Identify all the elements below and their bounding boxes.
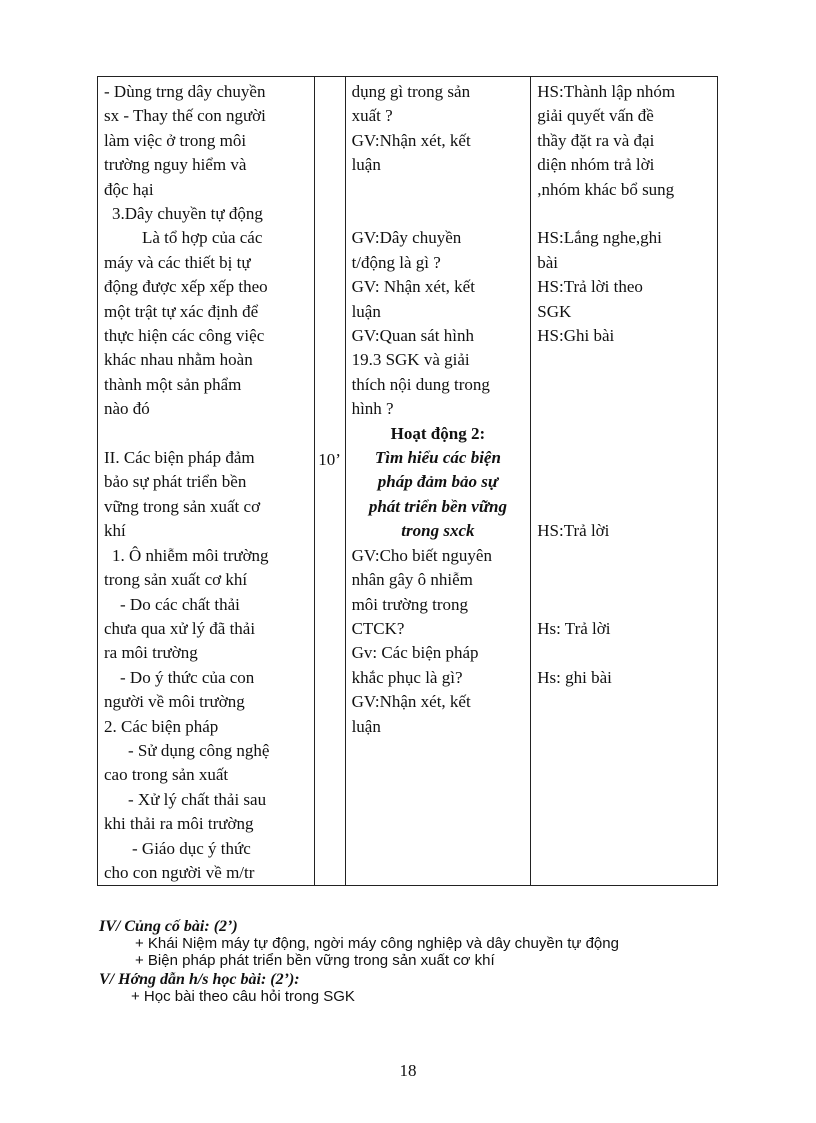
section-heading: 3.Dây chuyền tự động [112,204,263,224]
activity-title: trong sxck [401,521,475,541]
text-line: diện nhóm trả lời [537,155,655,175]
text-line: HS:Trả lời theo [537,277,643,297]
spacer [537,788,711,812]
text-line: luận [351,301,381,321]
text-line: chưa qua xử lý đã thải [104,618,256,638]
homework-item: + Học bài theo câu hỏi trong SGK [131,988,355,1005]
text-line: giải quyết vấn đề [537,106,654,126]
text-line: HS:Thành lập nhóm [537,82,676,101]
spacer [537,495,711,519]
time-column [314,77,345,886]
subsection-heading: 1. Ô nhiễm môi trường [112,545,269,565]
text-line: sx - Thay thế con người [104,106,266,126]
text-line: vững trong sản xuất cơ [104,496,261,516]
text-line: nào đó [104,399,150,419]
text-line: - Do ý thức của con [120,667,255,687]
text-line: Hs: Trả lời [537,618,611,638]
text-line: trường nguy hiểm và [104,155,247,175]
text-line: 19.3 SGK và giải [351,350,470,370]
text-line: máy và các thiết bị tự [104,252,251,272]
text-line: t/động là gì ? [351,252,441,272]
time-value: 10’ [318,450,341,469]
text-line: GV:Dây chuyền [351,228,462,248]
text-line: độc hại [104,179,154,199]
spacer [537,373,711,397]
text-line: ra môi trường [104,643,198,663]
activity-title: Tìm hiểu các biện [374,448,501,468]
text-line: khác nhau nhằm hoàn [104,350,253,370]
subsection-heading: 2. Các biện pháp [104,716,219,736]
text-line: thích nội dung trong [351,374,490,394]
activity-title: pháp đảm bảo sự [377,472,499,492]
text-line: GV:Nhận xét, kết [351,692,471,712]
spacer [537,641,711,665]
spacer [352,202,525,226]
table-row [98,77,718,886]
spacer [537,763,711,787]
spacer [537,397,711,421]
text-line: - Do các chất thải [120,594,240,614]
spacer [537,836,711,860]
text-line: - Xử lý chất thải sau [128,789,267,809]
text-line: động được xếp xếp theo [104,277,268,297]
text-line: trong sản xuất cơ khí [104,570,248,590]
lesson-table [97,76,718,886]
text-line: xuất ? [351,106,393,126]
section-iv-heading: IV/ Củng cố bài: (2’) [99,918,238,935]
page-number: 18 [399,1061,417,1080]
text-line: GV:Cho biết nguyên [351,545,492,565]
text-line: người về môi trường [104,692,245,712]
text-line: bảo sự phát triển bền [104,472,247,492]
text-line: dụng gì trong sản [351,82,471,101]
student-column [531,77,718,886]
text-line: Gv: Các biện pháp [351,643,479,663]
consolidation-item: + Biện pháp phát triển bền vững trong sản xuất cơ khí [135,952,495,969]
text-line: thầy đặt ra và đại [537,130,655,150]
spacer [537,202,711,226]
spacer [537,470,711,494]
text-line: thực hiện các công việc [104,326,265,346]
spacer [537,568,711,592]
spacer [537,348,711,372]
consolidation-item: + Khái Niệm máy tự động, ngời máy công nghiệp và dây chuyền tự động [135,935,619,952]
text-line: CTCK? [351,618,405,638]
spacer [537,544,711,568]
text-line: HS:Ghi bài [537,326,615,346]
spacer [104,422,308,446]
text-line: hình ? [351,399,394,419]
text-line: luận [351,155,381,175]
text-line: GV:Quan sát hình [351,326,475,346]
text-line: cao trong sản xuất [104,765,229,785]
spacer [537,690,711,714]
text-line: Là tổ hợp của các [142,228,263,248]
text-line: GV: Nhận xét, kết [351,277,475,297]
text-line: SGK [537,301,572,321]
text-line: HS:Lắng nghe,ghi [537,228,662,248]
spacer [352,178,525,202]
text-line: luận [351,716,381,736]
text-line: bài [537,252,559,272]
text-line: cho con người về m/tr [104,862,255,882]
lesson-footer [99,918,619,1005]
text-line: khí [104,521,126,541]
section-v-heading: V/ Hớng dẫn h/s học bài: (2’): [99,971,300,988]
spacer [537,812,711,836]
section-heading: II. Các biện pháp đảm [104,448,255,468]
text-line: - Dùng trng dây chuyền [104,82,266,101]
text-line: môi trường trong [351,594,468,614]
text-line: khắc phục là gì? [351,667,463,687]
text-line: nhân gây ô nhiễm [351,570,473,590]
spacer [537,446,711,470]
text-line: một trật tự xác định để [104,301,259,321]
text-line: khi thải ra môi trường [104,814,254,834]
teacher-column [345,77,531,886]
spacer [537,592,711,616]
text-line: HS:Trả lời [537,521,610,541]
text-line: Hs: ghi bài [537,667,612,687]
spacer [537,861,711,885]
content-column [98,77,315,886]
text-line: - Sử dụng công nghệ [128,740,270,760]
text-line: GV:Nhận xét, kết [351,130,471,150]
spacer [537,422,711,446]
text-line: làm việc ở trong môi [104,130,247,150]
spacer [537,739,711,763]
text-line: - Giáo dục ý thức [132,838,251,858]
text-line: thành một sản phẩm [104,374,242,394]
activity-title: phát triển bền vững [368,496,507,516]
activity-heading: Hoạt động 2: [390,423,486,443]
spacer [537,714,711,738]
text-line: ,nhóm khác bổ sung [537,179,675,199]
